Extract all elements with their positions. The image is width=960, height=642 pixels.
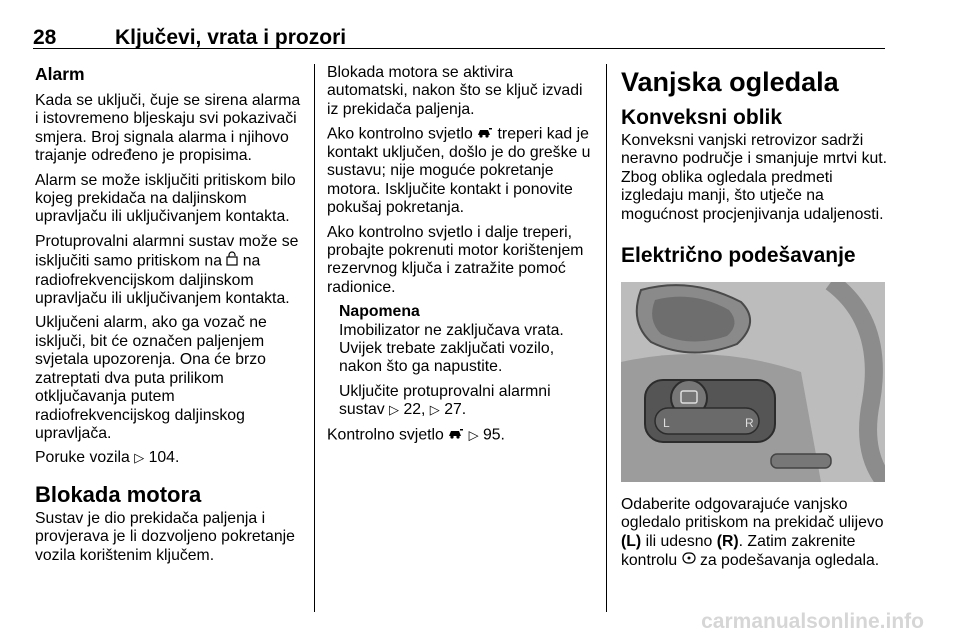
triangle-right-icon: ▷ (429, 402, 440, 418)
alarm-paragraph-2: Alarm se može isključiti pritiskom bilo kojeg prekidača na daljinskom upravljaču ili uključivanjem kontakta. (35, 171, 296, 226)
alarm-paragraph-1: Kada se uključi, čuje se sirena alarma i istovremeno bljeskaju svi pokazivači smjera. Broj signala alarma i njihovo trajanje određeno je propisima. (35, 92, 301, 165)
elec-left-label: (L) (621, 532, 642, 550)
note-ref-1[interactable]: 22, (403, 401, 426, 419)
convex-heading: Konveksni oblik (621, 106, 783, 129)
figure-label-right: R (745, 416, 754, 431)
note-title: Napomena (339, 303, 420, 321)
elec-text-b: ili udesno (645, 532, 713, 550)
ref-page[interactable]: 104. (148, 449, 180, 467)
p2-end: treperi kad je kontakt uključen, došlo je do greške u sustavu; nije moguće pokretanje motora. Isključite kontakt i ponovite pokušaj pokretanja. (327, 125, 591, 217)
note-p2-text: Uključite protuprovalni alarmni sustav (339, 382, 551, 419)
column-divider-1 (314, 64, 315, 612)
electric-heading: Električno podešavanje (621, 244, 856, 268)
immo-paragraph-2 (327, 125, 597, 217)
elec-right-label: (R) (716, 532, 739, 550)
triangle-right-icon: ▷ (134, 450, 145, 466)
mirror-control-figure (621, 282, 885, 482)
column-1 (35, 64, 303, 571)
column-2 (327, 64, 597, 450)
alarm-p3-end: na radiofrekvencijskom daljinskom upravljaču ili uključivanjem kontakta. (35, 252, 290, 308)
alarm-paragraph-4: Uključeni alarm, ako ga vozač ne isključi, bit će označen paljenjem svjetala upozorenja. Ona će brzo zatreptati dva puta prilikom otključavanja putem radiofrekvencijskog daljinskog upravljača. (35, 314, 267, 442)
column-divider-2 (606, 64, 607, 612)
triangle-right-icon: ▷ (389, 402, 400, 418)
alarm-reference (35, 449, 303, 467)
electric-paragraph (621, 496, 889, 571)
watermark: carmanualsonline.info (701, 610, 924, 633)
column-3 (621, 64, 889, 577)
car-key-icon (448, 426, 464, 444)
elec-text-a: Odaberite odgovarajuće vanjsko ogledalo pritiskom na prekidač ulijevo (621, 496, 884, 532)
elec-text-c: . Zatim zakrenite kontrolu (621, 532, 856, 570)
elec-text-d: za podešavanja ogledala. (699, 552, 880, 570)
mirrors-heading: Vanjska ogledala (621, 67, 839, 97)
ref-label: Kontrolno svjetlo (327, 426, 444, 444)
page-number: 28 (33, 26, 57, 49)
immo-paragraph-1: Blokada motora se aktivira automatski, nakon što se ključ izvadi iz prekidača paljenja. (327, 64, 583, 118)
immo-paragraph-3: Ako kontrolno svjetlo i dalje treperi, probajte pokrenuti motor korištenjem rezervnog ključa i zatražite pomoć radionice. (327, 223, 584, 296)
convex-paragraph: Konveksni vanjski retrovizor sadrži neravno područje i smanjuje mrtvi kut. Zbog oblika ogledala predmeti izgledaju manji, što utječe na mogućnost procjenjivanja udaljenosti. (621, 132, 888, 223)
control-light-reference (327, 426, 597, 445)
note-paragraph-2 (339, 383, 597, 420)
immobilizer-heading: Blokada motora (35, 481, 202, 507)
note-box (339, 303, 597, 419)
chapter-title: Ključevi, vrata i prozori (115, 26, 347, 49)
alarm-heading: Alarm (35, 64, 85, 84)
car-key-icon (477, 125, 493, 143)
alarm-p3-start: Protuprovalni alarmni sustav može se isključiti samo pritiskom na (35, 232, 299, 270)
ref-page[interactable]: 95. (482, 426, 505, 444)
mirror-control-icon (682, 551, 696, 570)
triangle-right-icon: ▷ (468, 427, 479, 443)
alarm-paragraph-3 (35, 233, 303, 309)
page-header (33, 22, 885, 49)
note-ref-2[interactable]: 27. (444, 401, 467, 419)
mirror-control-illustration (621, 282, 885, 482)
padlock-icon (226, 251, 238, 271)
immobilizer-paragraph: Sustav je dio prekidača paljenja i provjerava je li dozvoljeno pokretanje vozila korištenim ključem. (35, 509, 295, 564)
figure-label-left: L (663, 416, 670, 431)
p2-start: Ako kontrolno svjetlo (327, 125, 473, 143)
ref-label: Poruke vozila (35, 449, 130, 467)
note-paragraph-1: Imobilizator ne zaključava vrata. Uvijek trebate zaključati vozilo, nakon što ga napustite. (339, 321, 564, 376)
